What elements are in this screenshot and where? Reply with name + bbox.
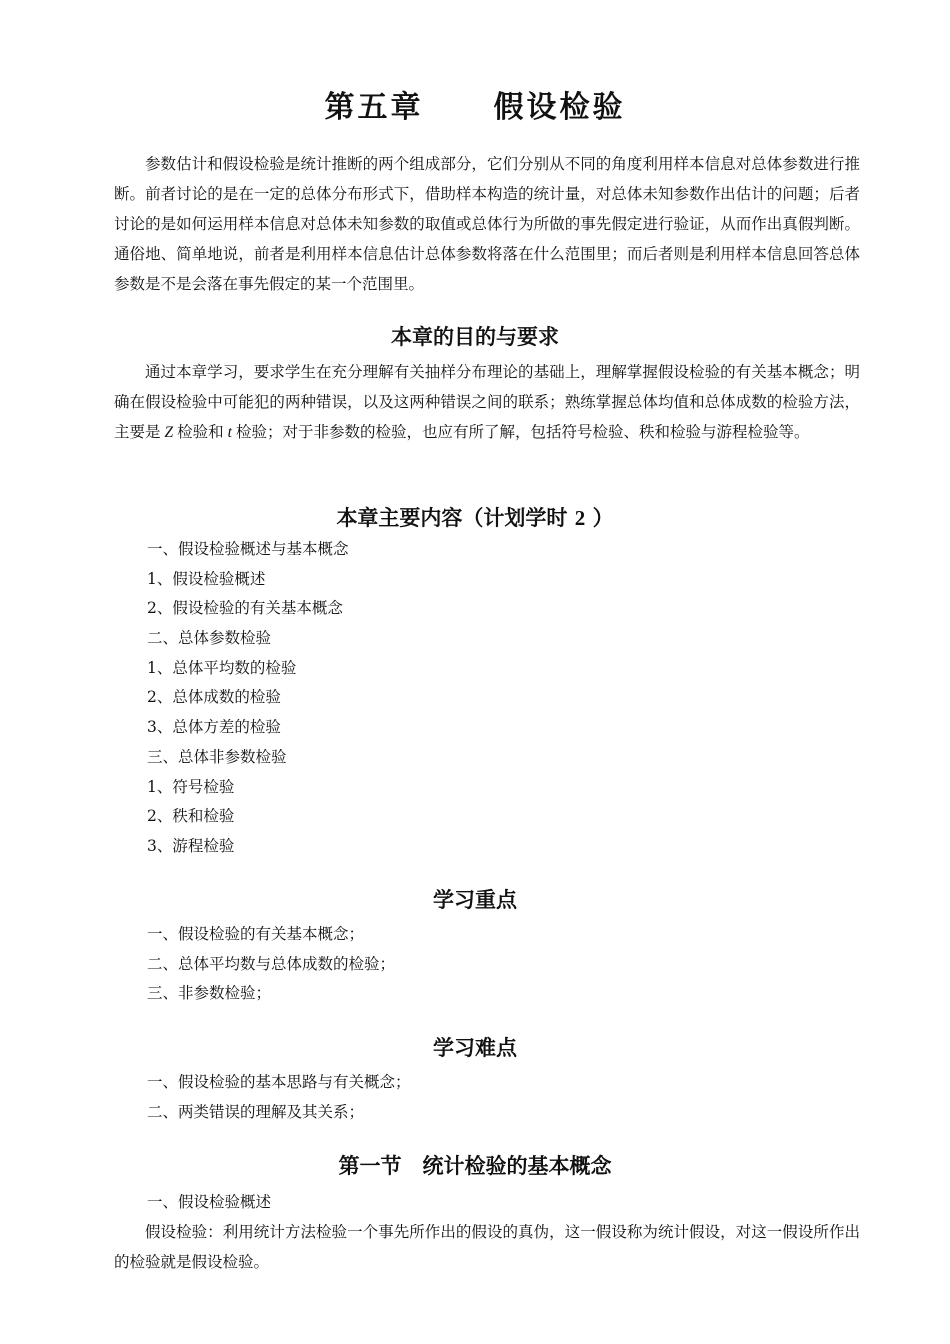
list-item: 三、总体非参数检验 [147,747,287,766]
key-points-list [147,920,395,1009]
chapter-number: 第五章 [324,90,424,125]
difficulties-heading: 学习难点 [433,1035,517,1060]
intro-paragraph: 参数估计和假设检验是统计推断的两个组成部分，它们分别从不同的角度利用样本信息对总体参数进行推断。前者讨论的是在一定的总体分布形式下，借助样本构造的统计量，对总体未知参数作出估计的问题；后者讨论的是如何运用样本信息对总体未知参数的取值或总体行为所做的事先假定进行验证，从而作出真假判断。通俗地、简单地说，前者是利用样本信息估计总体参数将落在什么范围里；而后者则是利用样本信息回答总体参数是不是会落在事先假定的某一个范围里。 [114,155,860,293]
list-item: 3、总体方差的检验 [147,718,281,737]
list-item: 1、总体平均数的检验 [147,658,297,677]
list-item: 1、假设检验概述 [147,569,266,588]
objectives-paragraph [114,357,860,448]
section1-subheading-list [147,1188,271,1218]
objectives-text-2: 检验和 [177,423,224,441]
section1-paragraph: 假设检验：利用统计方法检验一个事先所作出的假设的真伪，这一假设称为统计假设，对这一假设所作出的检验就是假设检验。 [114,1223,860,1271]
difficulties-list [147,1068,411,1127]
contents-hours: 2 [574,506,586,530]
section1-subheading: 一、假设检验概述 [147,1193,272,1211]
contents-heading-suffix: ） [592,505,614,530]
objectives-text-1: 通过本章学习，要求学生在充分理解有关抽样分布理论的基础上，理解掌握假设检验的有关基本概念；明确在假设检验中可能犯的两种错误，以及这两种错误之间的联系；熟练掌握总体均值和总体成数的检验方法，主要是 [114,363,860,441]
contents-heading [0,503,950,533]
chapter-name: 假设检验 [493,90,626,125]
objectives-heading: 本章的目的与要求 [391,324,559,349]
list-item: 2、秩和检验 [147,807,235,826]
list-item: 三、非参数检验； [147,984,272,1003]
contents-list [147,535,349,862]
list-item: 一、假设检验的有关基本概念； [147,925,365,943]
list-item: 一、假设检验概述与基本概念 [147,540,349,558]
section1-heading: 第一节 统计检验的基本概念 [338,1153,612,1178]
objectives-text-3: 检验；对于非参数的检验，也应有所了解，包括符号检验、秩和检验与游程检验等。 [235,423,810,441]
contents-heading-prefix: 本章主要内容（计划学时 [336,505,568,530]
list-item: 3、游程检验 [147,836,235,855]
list-item: 2、总体成数的检验 [147,688,281,707]
list-item: 二、两类错误的理解及其关系； [147,1102,365,1121]
list-item: 1、符号检验 [147,777,235,796]
key-points-heading: 学习重点 [433,887,517,912]
t-variable: t [227,424,232,441]
list-item: 2、假设检验的有关基本概念 [147,599,343,618]
list-item: 二、总体参数检验 [147,629,272,648]
chapter-title [0,88,950,128]
z-variable: Z [164,424,174,441]
list-item: 一、假设检验的基本思路与有关概念； [147,1073,411,1091]
list-item: 二、总体平均数与总体成数的检验； [147,954,396,973]
